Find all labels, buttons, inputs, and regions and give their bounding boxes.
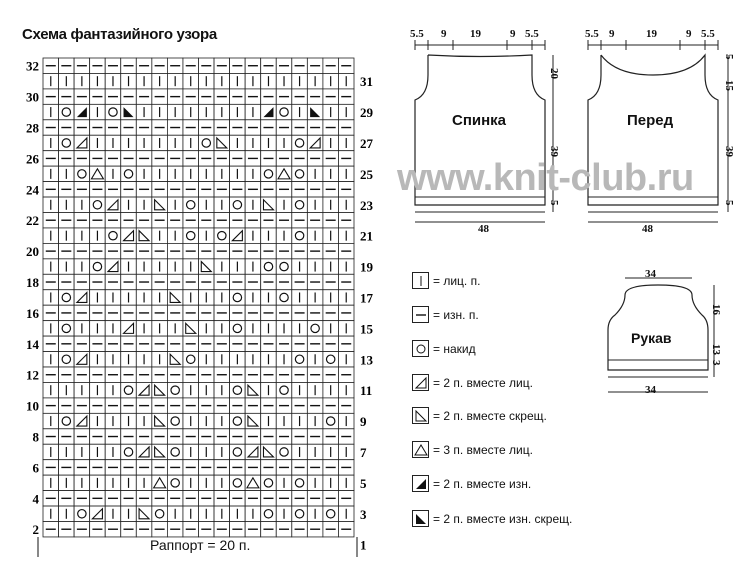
chart-cell [323,413,339,428]
yarn-over-icon [412,340,429,357]
back-side-dim-2: 39 [548,146,560,157]
chart-cell [230,413,246,428]
knit-stitch-icon [412,272,429,289]
chart-cell [276,104,292,119]
back-top-dim-3: 19 [470,28,481,40]
p2tog-icon [412,475,429,492]
chart-cell [292,228,308,243]
chart-cell [183,352,199,367]
chart-title: Схема фантазийного узора [22,26,217,43]
legend-item [412,510,572,527]
chart-cell [167,413,183,428]
legend-text: = 2 п. вместе скрещ. [433,408,547,423]
back-side-dim-1: 20 [548,68,560,79]
row-number-left: 2 [32,522,39,538]
sleeve-side-dim-2: 13 [710,344,722,355]
k2tog-icon [412,374,429,391]
chart-cell [59,321,75,336]
legend-item [412,407,547,424]
front-width: 48 [642,223,653,235]
row-number-left: 6 [32,460,39,476]
chart-cell [276,259,292,274]
chart-cell [90,259,106,274]
chart-cell [292,135,308,150]
front-side-dim-3: 39 [723,146,735,157]
sleeve-top-width: 34 [645,268,656,280]
sleeve-bottom-width: 34 [645,384,656,396]
legend-text: = 3 п. вместе лиц. [433,442,533,457]
chart-cell [292,475,308,490]
sleeve-side-dim-1: 16 [710,304,722,315]
row-number-right: 29 [360,105,373,121]
purl-stitch-icon [412,306,429,323]
chart-cell [276,290,292,305]
chart-cell [292,352,308,367]
sleeve-label: Рукав [631,330,672,346]
chart-cell [230,444,246,459]
chart-cell [230,475,246,490]
chart-cell [230,321,246,336]
chart-cell [167,382,183,397]
back-top-dim-5: 5.5 [525,28,539,40]
k3tog-icon [412,441,429,458]
chart-cell [261,166,277,181]
legend-item [412,340,476,357]
legend-item [412,374,533,391]
chart-cell [105,104,121,119]
chart-cell [261,475,277,490]
chart-cell [90,197,106,212]
front-top-dim-5: 5.5 [701,28,715,40]
row-number-right: 9 [360,414,367,430]
row-number-right: 11 [360,383,373,399]
row-number-left: 22 [26,213,39,229]
chart-cell [323,352,339,367]
row-number-left: 28 [26,120,39,136]
row-number-right: 5 [360,475,367,491]
chart-cell [121,382,137,397]
legend-text: = 2 п. вместе изн. скрещ. [433,511,573,526]
front-label: Перед [627,112,674,129]
back-side-dim-3: 5 [548,200,560,206]
back-label: Спинка [452,112,507,129]
back-width: 48 [478,223,489,235]
chart-cell [183,228,199,243]
row-number-left: 32 [26,58,39,74]
row-number-right: 15 [360,321,373,337]
chart-cell [59,413,75,428]
chart-cell [74,506,90,521]
row-number-left: 20 [26,244,39,260]
row-number-left: 10 [26,398,39,414]
chart-cell [276,382,292,397]
chart-cell [74,166,90,181]
row-number-right: 17 [360,290,373,306]
chart-cell [59,290,75,305]
front-top-dim-3: 19 [646,28,657,40]
back-top-dim-1: 5.5 [410,28,424,40]
row-number-left: 12 [26,367,39,383]
back-top-dim-4: 9 [510,28,516,40]
stitch-chart-grid [38,58,357,557]
row-number-right: 25 [360,166,373,182]
row-number-left: 16 [26,305,39,321]
row-number-right: 27 [360,135,373,151]
chart-cell [292,197,308,212]
chart-cell [105,228,121,243]
chart-cell [276,444,292,459]
chart-cell [59,135,75,150]
p2tog-tbl-icon [412,510,429,527]
legend-item [412,475,531,492]
watermark: www.knit-club.ru [397,157,694,199]
legend-item [412,441,533,458]
chart-cell [292,506,308,521]
chart-cell [230,197,246,212]
sleeve-piece [608,285,708,370]
legend-text: = 2 п. вместе лиц. [433,375,533,390]
row-number-left: 26 [26,151,39,167]
chart-cell [183,197,199,212]
front-side-dim-4: 5 [723,200,735,206]
ssk-icon [412,407,429,424]
legend-item [412,306,479,323]
front-top-dim-4: 9 [686,28,692,40]
row-number-right: 3 [360,506,367,522]
chart-cell [167,475,183,490]
legend-item [412,272,480,289]
row-number-right: 13 [360,352,373,368]
back-top-dim-2: 9 [441,28,447,40]
row-number-left: 18 [26,275,39,291]
row-number-right: 19 [360,259,373,275]
front-side-dim-1: 5 [723,54,735,60]
row-number-right: 31 [360,74,373,90]
row-number-left: 30 [26,89,39,105]
row-number-right: 7 [360,444,367,460]
chart-cell [121,166,137,181]
row-number-left: 24 [26,182,39,198]
row-number-right: 1 [360,537,367,553]
chart-cell [59,104,75,119]
chart-cell [292,166,308,181]
row-number-left: 8 [32,429,39,445]
chart-cell [261,506,277,521]
front-side-dim-2: 15 [723,80,735,91]
sleeve-side-dim-3: 3 [710,360,722,366]
chart-cell [230,382,246,397]
chart-cell [214,228,230,243]
front-top-dim-2: 9 [609,28,615,40]
front-top-dim-1: 5.5 [585,28,599,40]
legend-text: = лиц. п. [433,273,481,288]
chart-cell [261,259,277,274]
chart-cell [59,352,75,367]
row-number-right: 21 [360,228,373,244]
chart-cell [152,506,168,521]
chart-cell [307,321,323,336]
row-number-left: 4 [32,491,39,507]
repeat-label: Раппорт = 20 п. [150,537,251,553]
row-number-right: 23 [360,197,373,213]
chart-cell [121,444,137,459]
legend-text: = 2 п. вместе изн. [433,476,532,491]
chart-cell [323,506,339,521]
chart-cell [167,444,183,459]
chart-cell [230,290,246,305]
legend-text: = изн. п. [433,307,479,322]
chart-cell [199,135,215,150]
legend-text: = накид [433,341,476,356]
row-number-left: 14 [26,336,39,352]
